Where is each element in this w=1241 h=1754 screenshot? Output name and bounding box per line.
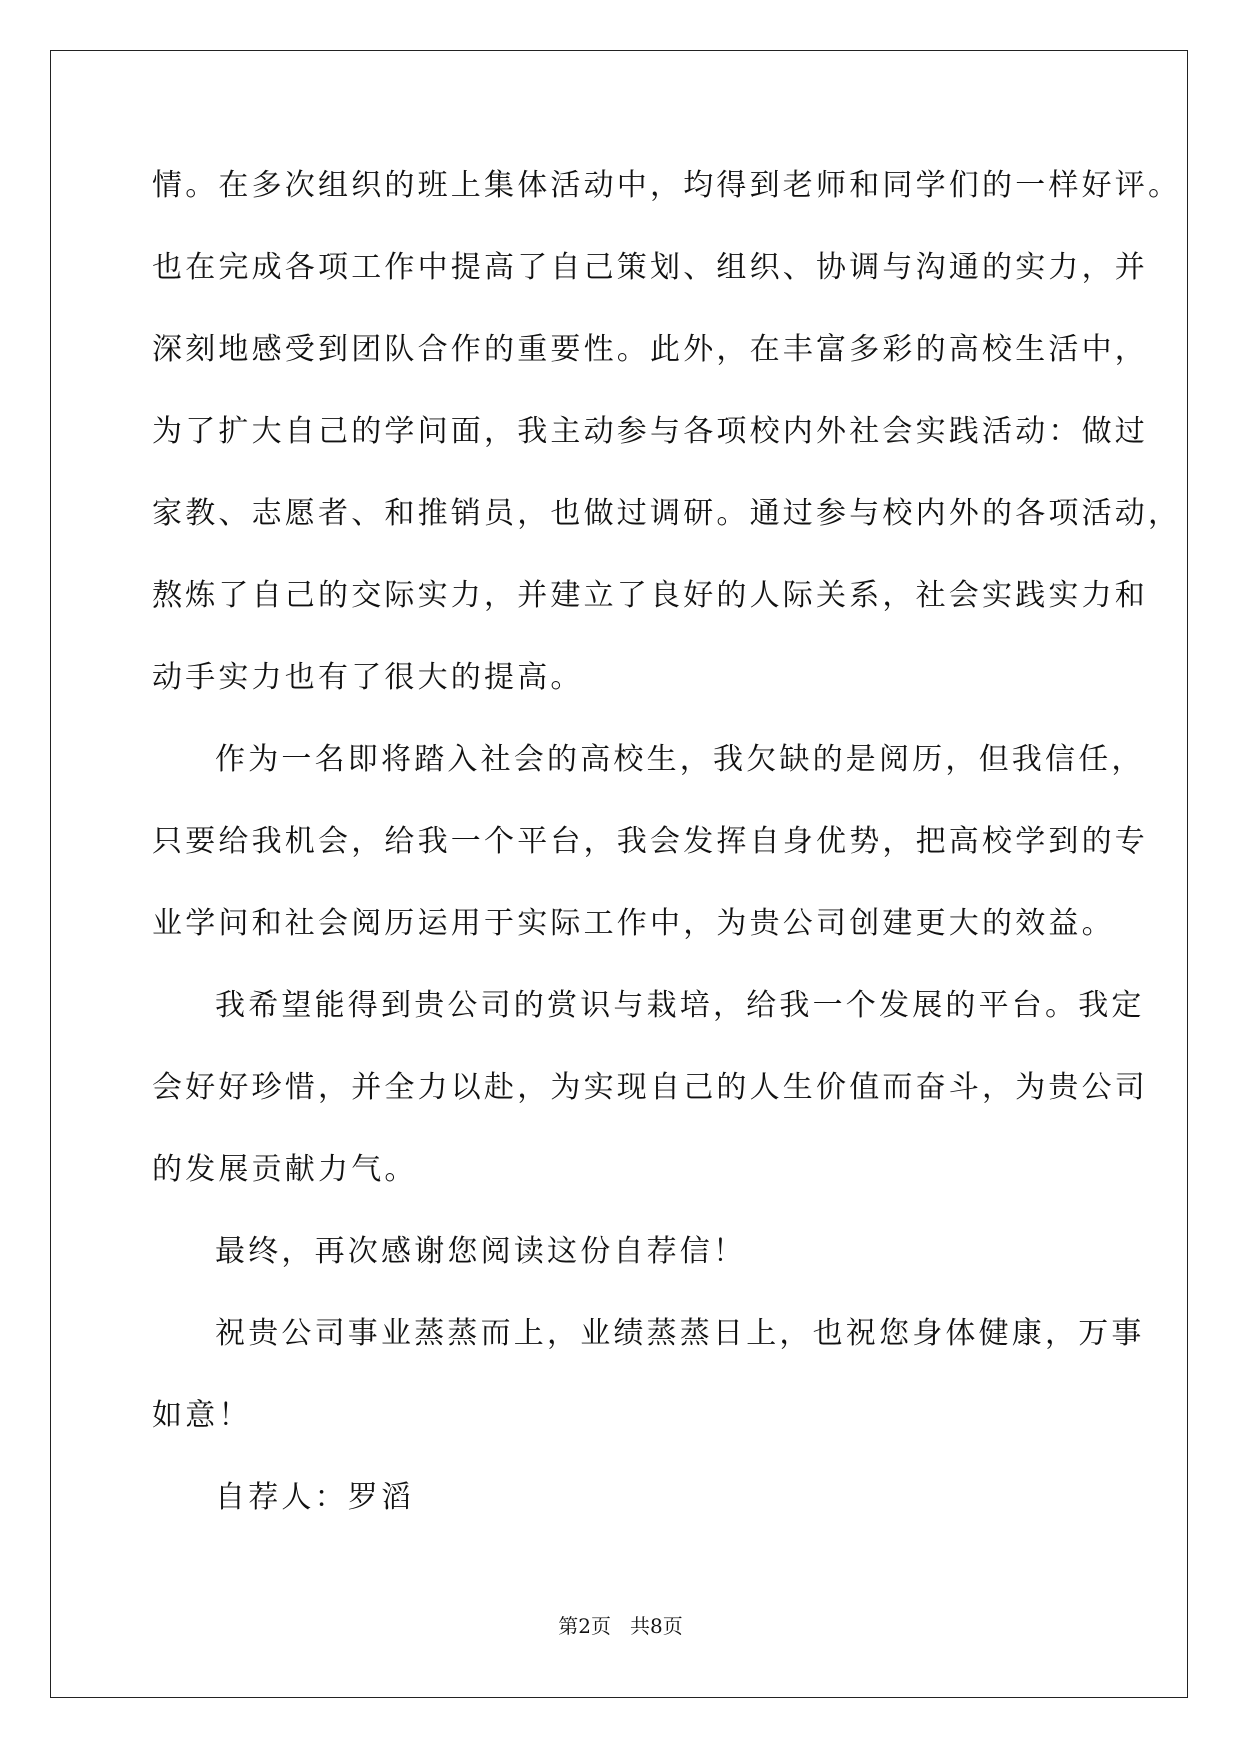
text-line: 情。在多次组织的班上集体活动中，均得到老师和同学们的一样好评。	[152, 168, 1182, 203]
paragraph-start-line: 作为一名即将踏入社会的高校生，我欠缺的是阅历，但我信任，	[215, 742, 1145, 777]
closing-wishes-line: 祝贵公司事业蒸蒸而上，业绩蒸蒸日上，也祝您身体健康，万事	[215, 1316, 1145, 1351]
page-number: 第2页 共8页	[558, 1614, 683, 1638]
text-line: 为了扩大自己的学问面，我主动参与各项校内外社会实践活动：做过	[152, 414, 1148, 449]
closing-thanks-line: 最终，再次感谢您阅读这份自荐信！	[215, 1234, 747, 1269]
signature-line: 自荐人：罗滔	[215, 1480, 415, 1515]
text-line: 业学问和社会阅历运用于实际工作中，为贵公司创建更大的效益。	[152, 906, 1115, 941]
text-line: 家教、志愿者、和推销员，也做过调研。通过参与校内外的各项活动，	[152, 496, 1182, 531]
letter-body	[152, 160, 1182, 1554]
text-line: 深刻地感受到团队合作的重要性。此外，在丰富多彩的高校生活中，	[152, 332, 1148, 367]
text-line: 动手实力也有了很大的提高。	[152, 660, 584, 695]
text-line: 如意！	[152, 1398, 252, 1433]
text-line: 只要给我机会，给我一个平台，我会发挥自身优势，把高校学到的专	[152, 824, 1148, 859]
text-line: 熬炼了自己的交际实力，并建立了良好的人际关系，社会实践实力和	[152, 578, 1148, 613]
text-line: 的发展贡献力气。	[152, 1152, 418, 1187]
text-line: 会好好珍惜，并全力以赴，为实现自己的人生价值而奋斗，为贵公司	[152, 1070, 1148, 1105]
text-line: 也在完成各项工作中提高了自己策划、组织、协调与沟通的实力，并	[152, 250, 1148, 285]
paragraph-start-line: 我希望能得到贵公司的赏识与栽培，给我一个发展的平台。我定	[215, 988, 1145, 1023]
